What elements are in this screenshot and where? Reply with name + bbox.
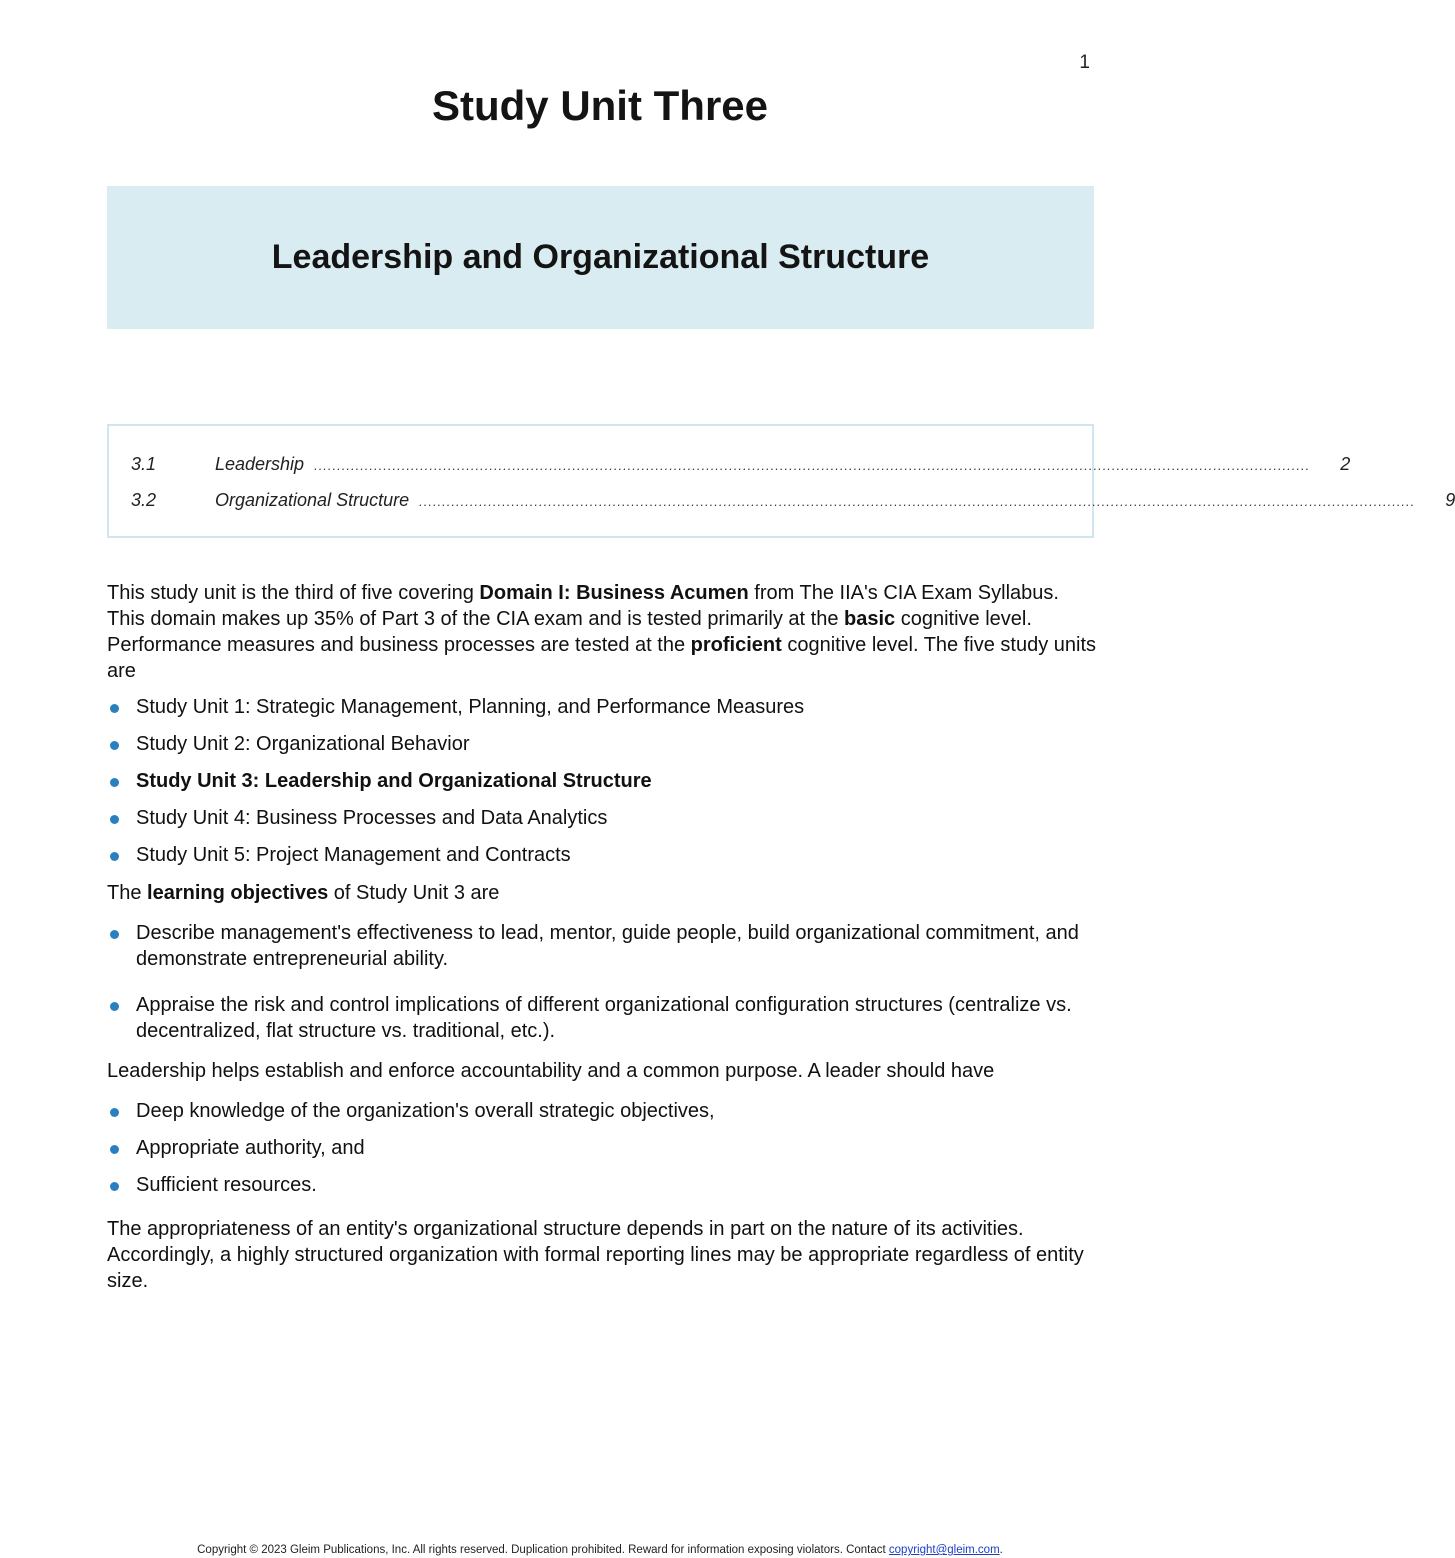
leader-list (107, 1098, 1097, 1198)
bullet-icon (110, 815, 119, 824)
table-of-contents (107, 424, 1455, 538)
list-item (107, 805, 1097, 831)
toc-label: Organizational Structure (215, 490, 410, 510)
toc-page: 2 (1340, 454, 1351, 474)
copyright-footer (0, 1544, 1200, 1556)
intro-text: from The IIA's CIA Exam Syllabus. This domain makes up 35% of Part 3 of the CIA exam and is tested primarily at the (107, 582, 1059, 630)
list-item (107, 1135, 1097, 1161)
list-item (107, 731, 1097, 757)
bullet-icon (110, 778, 119, 787)
list-item (107, 1172, 1097, 1198)
intro-text: This study unit is the third of five covering (107, 582, 480, 604)
toc-leader-dots: ........................................................................................................................................................................................................................ (314, 458, 1311, 473)
list-item-text: Appropriate authority, and (136, 1137, 365, 1159)
unit-title: Study Unit Three (431, 82, 769, 129)
list-item-text: Sufficient resources. (136, 1174, 317, 1196)
list-item-text: Describe management's effectiveness to lead, mentor, guide people, build organizational commitment, and demonstrate entrepreneurial ability. (136, 922, 1079, 970)
bullet-icon (110, 1108, 119, 1117)
bullet-icon (110, 1145, 119, 1154)
level-basic: basic (844, 608, 896, 630)
bullet-icon (110, 852, 119, 861)
toc-number: 3.1 (131, 454, 157, 474)
list-item-text: Study Unit 4: Business Processes and Data Analytics (136, 807, 608, 829)
level-proficient: proficient (690, 634, 782, 656)
list-item-text: Deep knowledge of the organization's overall strategic objectives, (136, 1100, 715, 1122)
list-item-text: Appraise the risk and control implications of different organizational configuration structures (centralize vs. decentralized, flat structure vs. traditional, etc.). (136, 994, 1072, 1042)
study-unit-list (107, 694, 1097, 868)
toc-entry-organizational-structure[interactable] (131, 490, 1455, 514)
bullet-icon (110, 930, 119, 939)
bullet-icon (110, 1002, 119, 1011)
closing-paragraph: The appropriateness of an entity's organizational structure depends in part on the nature of its activities. Accordingly, a highly structured organization with formal reporting lines may be appropriate regardless of entity size. (107, 1218, 1084, 1292)
list-item-text-current: Study Unit 3: Leadership and Organizational Structure (136, 770, 652, 792)
list-item (107, 842, 1097, 868)
list-item (107, 992, 1097, 1044)
footer-text: . (999, 1544, 1003, 1556)
toc-label: Leadership (215, 454, 305, 474)
toc-page: 9 (1445, 490, 1455, 510)
domain-name: Domain I: Business Acumen (479, 582, 749, 604)
list-item (107, 1098, 1097, 1124)
body-content (107, 580, 1097, 1304)
list-item (107, 694, 1097, 720)
list-item-text: Study Unit 2: Organizational Behavior (136, 733, 470, 755)
toc-entry-leadership[interactable] (131, 454, 1351, 478)
title-banner (107, 186, 1094, 329)
list-item (107, 920, 1097, 972)
toc-number: 3.2 (131, 490, 157, 510)
intro-text: cognitive level. Performance measures and business processes are tested at the (107, 608, 1032, 656)
objectives-keyword: learning objectives (147, 882, 329, 904)
bullet-icon (110, 1182, 119, 1191)
intro-text: cognitive level. The five study units are (107, 634, 1097, 682)
objectives-text: of Study Unit 3 are (328, 882, 500, 904)
list-item (107, 768, 1097, 794)
toc-leader-dots: ........................................................................................................................................................................................................................ (419, 494, 1416, 509)
banner-title: Leadership and Organizational Structure (271, 238, 930, 276)
list-item-text: Study Unit 1: Strategic Management, Planning, and Performance Measures (136, 696, 805, 718)
objectives-intro (107, 880, 1097, 906)
objectives-list (107, 920, 1097, 1044)
bullet-icon (110, 741, 119, 750)
footer-text: Copyright © 2023 Gleim Publications, Inc. All rights reserved. Duplication prohibited. Reward for information exposing violators. Contact (197, 1544, 889, 1556)
objectives-text: The (107, 882, 148, 904)
page-number: 1 (1079, 52, 1090, 73)
intro-paragraph (107, 580, 1097, 684)
contact-email-link[interactable]: copyright@gleim.com (888, 1544, 1000, 1556)
bullet-icon (110, 704, 119, 713)
leader-intro: Leadership helps establish and enforce accountability and a common purpose. A leader should have (107, 1060, 995, 1082)
list-item-text: Study Unit 5: Project Management and Contracts (136, 844, 571, 866)
